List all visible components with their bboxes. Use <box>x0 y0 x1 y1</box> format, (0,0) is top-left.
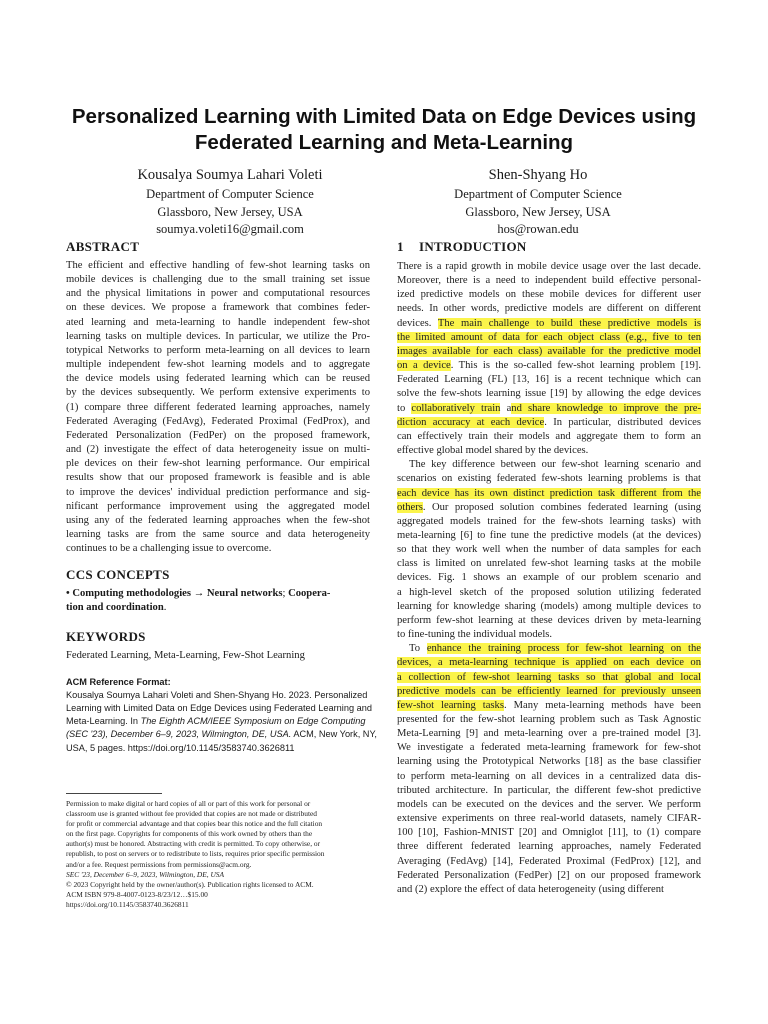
isbn-line: ACM ISBN 979-8-4007-0123-8/23/12…$15.00 <box>66 889 208 899</box>
abstract-heading: ABSTRACT <box>66 239 140 254</box>
section-number: 1 <box>397 239 404 254</box>
highlighted-text: the limited amount of data for each object class (e.g., five to ten <box>397 331 701 343</box>
introduction-heading <box>397 238 701 256</box>
reference-text: Meta-Learning. In <box>66 716 141 727</box>
text-line: three different federated learning approaches, namely Federated <box>397 841 701 853</box>
text-line: needs. In other words, predictive models are different on different <box>397 303 701 315</box>
highlighted-text: collaboratively train <box>411 402 501 414</box>
text-line: perform few-shot learning at these devices driven by meta-learning <box>397 614 701 626</box>
text-line: to improve the devices' individual prediction performance and sig- <box>66 486 370 498</box>
text-line: few-shot learning tasks. Many meta-learning methods have been <box>397 699 701 711</box>
ccs-line: tion and coordination <box>66 602 164 614</box>
highlighted-text: The main challenge to build these predictive models is <box>437 317 701 329</box>
text-line: nificant performance improvement using the aggregated model <box>66 500 370 512</box>
ccs-separator: ; <box>282 588 289 600</box>
text-line: devices. Fig. 1 shows an example of our problem scenario and <box>397 572 701 584</box>
highlighted-text: images available for each class) available for the predictive model <box>397 345 701 357</box>
title-line: Personalized Learning with Limited Data on Edge Devices using <box>71 105 697 128</box>
reference-doi[interactable]: USA, 5 pages. https://doi.org/10.1145/3583740.3626811 <box>66 742 295 753</box>
highlighted-text: enhance the training process for few-shot learning on the <box>426 643 701 655</box>
text-line: and (2) investigate the effect of data heterogeneity issue on multi- <box>66 444 370 456</box>
notice-line: classroom use is granted without fee provided that copies are not made or distributed <box>66 809 318 819</box>
highlighted-text: on a device <box>397 360 451 372</box>
text-line: aggregated models trained for the few-shots learning tasks) with <box>397 515 701 527</box>
text-line: totypical Networks to perform meta-learning on all devices to learn <box>66 344 370 356</box>
text-line: to perform meta-learning on all devices in a centralized data dis- <box>397 770 701 782</box>
ccs-line: • Computing methodologies → Neural networks <box>66 588 283 600</box>
text-line: results show that our proposed framework is feasible and is able <box>66 472 370 484</box>
text-line: using any of the federated learning approaches when the few-shot <box>66 514 370 526</box>
text-line: Averaging (FedAvg) [14], Federated Proximal (FedProx) [12], and <box>397 855 701 867</box>
text-line: devices. The main challenge to build these predictive models is <box>397 317 701 329</box>
text-line: ple devices on their few-shot learning performance. Our empirical <box>66 458 370 470</box>
author-department: Department of Computer Science <box>146 187 314 201</box>
text-line: the device models using federated learning which can be reused <box>66 373 370 385</box>
permission-notice <box>66 799 370 870</box>
reference-line: Learning with Limited Data on Edge Devices using Federated Learning and <box>66 702 372 713</box>
right-column <box>397 238 701 897</box>
text-line: Federated Personalization (FedPer) [2] on our proposed framework <box>397 869 701 881</box>
text-line: learning tasks are from the same source and data heterogeneity <box>66 528 370 540</box>
text-line: effective global model shared by the devices. <box>397 445 589 457</box>
text-line: meta-learning [6] to fine tune the predictive models (at the devices) <box>397 529 701 541</box>
author-location: Glassboro, New Jersey, USA <box>157 204 303 219</box>
keywords-text: Federated Learning, Meta-Learning, Few-Shot Learning <box>66 649 305 661</box>
text-line <box>397 345 701 359</box>
text-line: continues to be a challenging issue to overcome. <box>66 543 272 555</box>
text-line: so that they work well when the number of data samples for each <box>397 544 701 556</box>
highlighted-text: devices, a meta-learning technique is applied on each device on <box>397 657 701 669</box>
author-email[interactable]: hos@rowan.edu <box>497 222 579 236</box>
author-name: Kousalya Soumya Lahari Voleti <box>137 167 323 183</box>
notice-line: for profit or commercial advantage and that copies bear this notice and the full citation <box>66 819 323 829</box>
ccs-line: Coopera- <box>288 588 331 600</box>
text-line <box>397 656 701 670</box>
copyright-line: © 2023 Copyright held by the owner/author(s). Publication rights licensed to ACM. <box>66 879 314 889</box>
notice-line: republish, to post on servers or to redistribute to lists, requires prior specific permission <box>66 849 325 859</box>
footnote-divider <box>66 793 162 794</box>
section-title: INTRODUCTION <box>419 239 527 254</box>
text-line: by the devices subsequently. We perform extensive experiments to <box>66 387 370 399</box>
text-line: 100 [10], Fashion-MNIST [20] and Omniglot [11], to (1) compare <box>397 827 701 839</box>
ccs-heading: CCS CONCEPTS <box>66 567 170 583</box>
text-line: To enhance the training process for few-shot learning on the <box>409 643 701 655</box>
text-line: extensive experiments on three real-world datasets, namely CIFAR- <box>397 813 701 825</box>
text-line: (1) compare three different federated learning approaches, namely <box>66 401 370 413</box>
text-line: solve the few-shots learning issue [19] by allowing the edge devices <box>397 388 701 400</box>
author-name: Shen-Shyang Ho <box>488 167 588 183</box>
text-line <box>397 671 701 685</box>
text-line: The key difference between our few-shot learning scenario and <box>409 459 701 471</box>
notice-line: and/or a fee. Request permissions from permissions@acm.org. <box>66 859 252 869</box>
reference-venue: The Eighth ACM/IEEE Symposium on Edge Computing <box>140 716 366 727</box>
text-line: on a device. This is the so-called few-shot learning problem [19]. <box>397 360 701 372</box>
acm-reference-body <box>66 689 377 755</box>
notice-line: on the first page. Copyrights for components of this work owned by others than the <box>66 829 313 839</box>
highlighted-text: each device has its own distinct prediction task different from the <box>397 487 701 499</box>
text-line: multiple independent few-shot learning models and to aggregate <box>66 359 370 371</box>
highlighted-text: few-shot learning tasks <box>397 699 504 711</box>
text-line: Moreover, there is a need to independent build effective personal- <box>397 275 701 287</box>
introduction-body <box>397 260 701 897</box>
ccs-concepts <box>66 587 370 615</box>
paper-title <box>40 104 728 156</box>
acm-reference-heading: ACM Reference Format: <box>66 676 171 687</box>
text-line: can effectively train their models and aggregate them to form an <box>397 430 701 442</box>
highlighted-text: others <box>397 501 423 513</box>
left-column <box>66 238 377 755</box>
permission-footnote <box>66 799 370 910</box>
notice-line: Permission to make digital or hard copies of all or part of this work for personal or <box>66 799 311 808</box>
author-department: Department of Computer Science <box>454 187 622 201</box>
text-line <box>397 331 701 345</box>
reference-venue: (SEC '23), December 6–9, 2023, Wilmington, DE, USA. <box>66 729 292 740</box>
text-line: Federated Averaging (FedAvg), Federated Proximal (FedProx), and <box>66 415 370 427</box>
text-line: a high-level sketch of the proposed solution utilizing federated <box>397 586 701 598</box>
text-line: diction accuracy at each device. In particular, distributed devices <box>397 416 701 428</box>
text-line: The efficient and effective handling of few-shot learning tasks on <box>66 260 370 271</box>
text-line: on these devices. We propose a framework that combines feder- <box>66 302 370 314</box>
highlighted-text: diction accuracy at each device <box>397 416 545 428</box>
text-line <box>397 685 701 699</box>
text-line: mobile devices is challenging due to the small training set issue <box>66 274 370 286</box>
text-line: to fine-tuning the individual models. <box>397 629 553 641</box>
venue-line: SEC '23, December 6–9, 2023, Wilmington, DE, USA <box>66 869 224 879</box>
text-line: Meta-Learning [9] and meta-learning over a pre-trained model [3]. <box>397 728 701 740</box>
highlighted-text: predictive models can be efficiently learned for previously unseen <box>397 685 701 697</box>
highlighted-text: a collection of few-shot learning tasks so that global and local <box>397 671 701 683</box>
keywords-heading: KEYWORDS <box>66 628 146 644</box>
text-line: tributed architecture. In particular, the different few-shot predictive <box>397 784 701 796</box>
author-email[interactable]: soumya.voleti16@gmail.com <box>156 222 304 236</box>
text-line: and the physical limitations in power and computational resources <box>66 288 370 300</box>
text-line: learning tasks on multiple devices. In particular, we utilize the Pro- <box>66 330 370 342</box>
text-line: Federated Learning (FL) [13, 16] is a recent technique which can <box>397 374 701 386</box>
author-block-1 <box>70 166 390 239</box>
ccs-end: . <box>163 602 167 614</box>
text-line: We investigate a federated meta-learning framework for few-shot <box>397 742 701 754</box>
text-line: presented for the few-shot learning problem such as Task Agnostic <box>397 714 701 725</box>
text-line: Federated Personalization (FedPer) on the proposed framework, <box>66 429 370 441</box>
author-location: Glassboro, New Jersey, USA <box>465 204 611 219</box>
text-line: There is a rapid growth in mobile device usage over the last decade. <box>397 261 701 272</box>
abstract-body <box>66 259 370 556</box>
reference-line: Kousalya Soumya Lahari Voleti and Shen-Shyang Ho. 2023. Personalized <box>66 689 368 700</box>
reference-text: ACM, New York, NY, <box>291 729 377 740</box>
text-line: ized predictive models on these mobile devices for different user <box>397 289 701 301</box>
text-line <box>397 487 701 501</box>
author-block-2 <box>378 166 698 239</box>
text-line: others. Our proposed solution combines federated learning (using <box>397 501 701 513</box>
text-line: scenarios on existing federated few-shots learning problems is that <box>397 473 701 485</box>
notice-line: author(s) must be honored. Abstracting with credit is permitted. To copy otherwise, or <box>66 839 321 849</box>
text-line: and (2) explore the effect of data heterogeneity (using different <box>397 883 664 895</box>
text-line: learning using the Prototypical Networks [18] as the base classifier <box>397 756 701 768</box>
text-line: class is limited on unrelated few-shot learning tasks at the mobile <box>397 558 701 570</box>
text-line: learning for knowledge sharing (models) among multiple devices to <box>397 600 701 612</box>
doi-link[interactable]: https://doi.org/10.1145/3583740.3626811 <box>66 899 189 909</box>
text-line: ated learning and meta-learning to handle independent few-shot <box>66 316 370 328</box>
title-line: Federated Learning and Meta-Learning <box>194 131 574 154</box>
text-line: to collaboratively train and share knowledge to improve the pre- <box>397 402 701 414</box>
highlighted-text: nd share knowledge to improve the pre- <box>511 402 701 414</box>
text-line: models can be executed on the devices and the server. We perform <box>397 798 701 810</box>
